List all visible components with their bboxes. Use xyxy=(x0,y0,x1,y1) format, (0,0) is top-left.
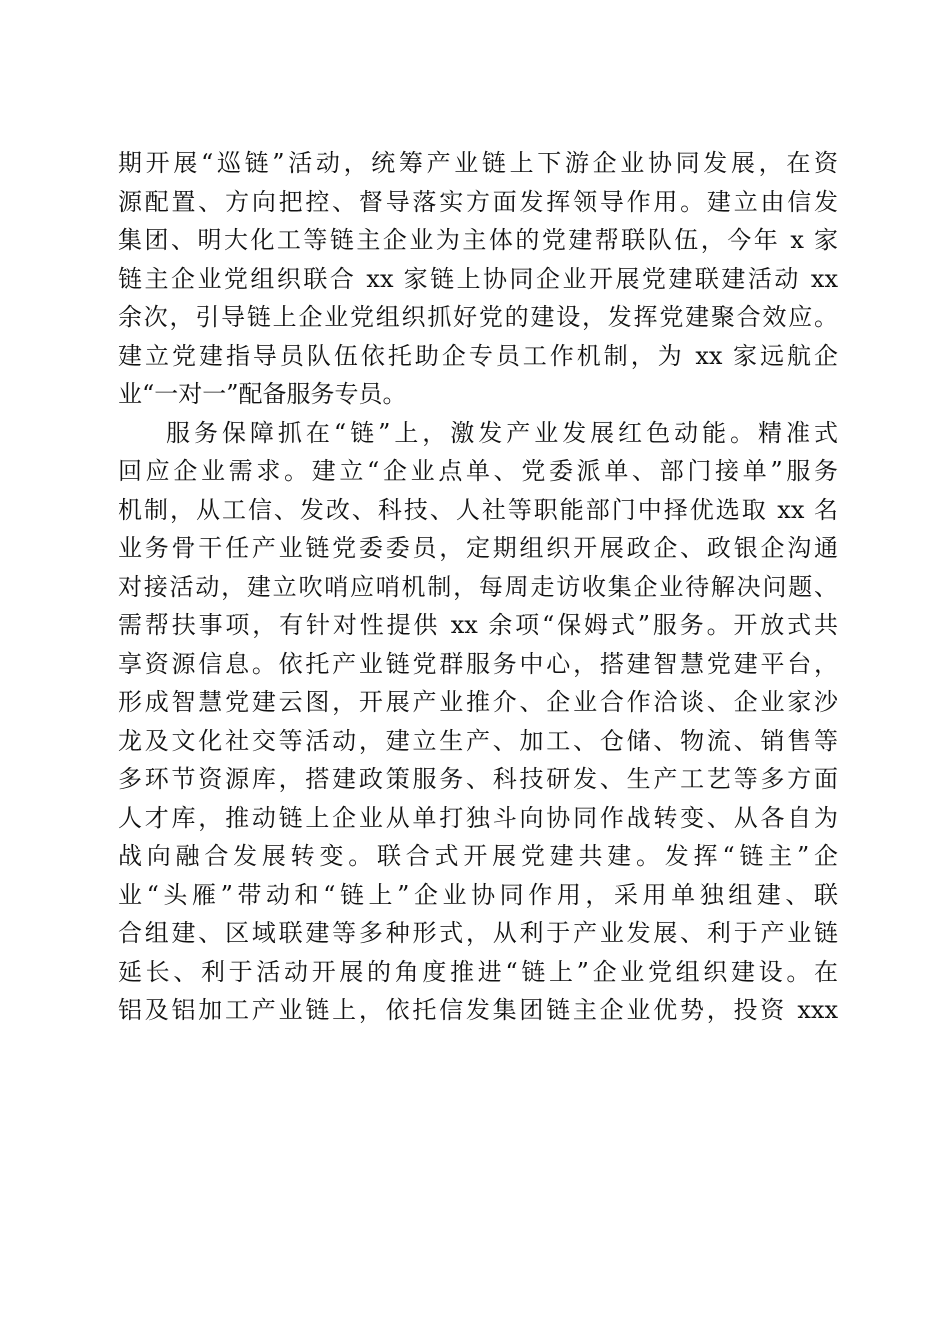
text-line: 业务骨干任产业链党委委员，定期组织开展政企、政银企沟通 xyxy=(118,534,838,562)
text-line: 业“头雁”带动和“链上”企业协同作用，采用单独组建、联 xyxy=(118,880,838,909)
text-line: 多环节资源库，搭建政策服务、科技研发、生产工艺等多方面 xyxy=(118,765,838,793)
text-line: 铝及铝加工产业链上，依托信发集团链主企业优势，投资 xxx xyxy=(118,996,838,1024)
text-line: 集团、明大化工等链主企业为主体的党建帮联队伍，今年 x 家 xyxy=(118,226,838,254)
body-text xyxy=(118,144,838,1068)
text-line: 需帮扶事项，有针对性提供 xx 余项“保姆式”服务。开放式共 xyxy=(118,611,838,639)
text-line: 人才库，推动链上企业从单打独斗向协同作战转变、从各自为 xyxy=(118,803,838,832)
text-line: 服务保障抓在“链”上，激发产业发展红色动能。精准式 xyxy=(166,418,838,447)
text-line: 源配置、方向把控、督导落实方面发挥领导作用。建立由信发 xyxy=(118,187,838,216)
text-line: 战向融合发展转变。联合式开展党建共建。发挥“链主”企 xyxy=(118,842,838,870)
text-line: 链主企业党组织联合 xx 家链上协同企业开展党建联建活动 xx xyxy=(118,264,838,293)
paragraph-2 xyxy=(118,414,838,1069)
text-line: 回应企业需求。建立“企业点单、党委派单、部门接单”服务 xyxy=(118,457,838,485)
text-line: 期开展“巡链”活动，统筹产业链上下游企业协同发展，在资 xyxy=(118,149,838,177)
text-line: 龙及文化社交等活动，建立生产、加工、仓储、物流、销售等 xyxy=(118,726,838,755)
text-line: 建立党建指导员队伍依托助企专员工作机制，为 xx 家远航企 xyxy=(118,341,838,370)
text-line: 延长、利于活动开展的角度推进“链上”企业党组织建设。在 xyxy=(118,957,838,986)
text-line: 享资源信息。依托产业链党群服务中心，搭建智慧党建平台， xyxy=(118,649,838,678)
text-line: 机制，从工信、发改、科技、人社等职能部门中择优选取 xx 名 xyxy=(118,495,838,524)
text-line: 业“一对一”配备服务专员。 xyxy=(118,380,407,408)
text-line xyxy=(118,1030,838,1069)
text-line: 余次，引导链上企业党组织抓好党的建设，发挥党建聚合效应。 xyxy=(118,303,838,331)
paragraph-1 xyxy=(118,144,838,414)
text-line: 形成智慧党建云图，开展产业推介、企业合作洽谈、企业家沙 xyxy=(118,688,838,716)
text-line: 对接活动，建立吹哨应哨机制，每周走访收集企业待解决问题、 xyxy=(118,572,838,601)
text-line: 合组建、区域联建等多种形式，从利于产业发展、利于产业链 xyxy=(118,919,838,947)
